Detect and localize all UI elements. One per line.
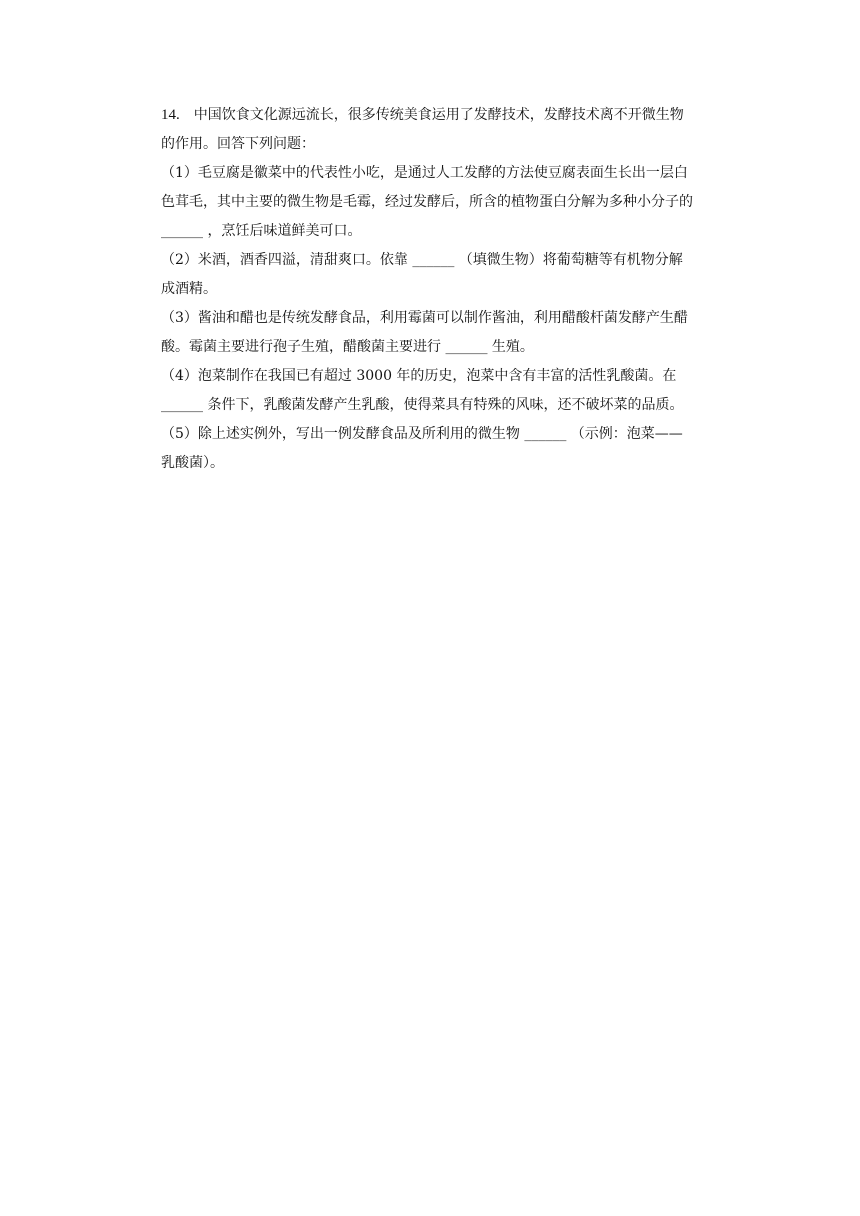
part-3-line-2: 酸。霉菌主要进行孢子生殖，醋酸菌主要进行 ______ 生殖。 [161, 339, 534, 355]
part-5-line-1: （5）除上述实例外，写出一例发酵食品及所利用的微生物 ______ （示例：泡菜—— [161, 426, 683, 442]
part-5-line-2: 乳酸菌）。 [161, 455, 224, 471]
part-2-line-2: 成酒精。 [161, 281, 217, 297]
part-1-line-3: ______ ，烹饪后味道鲜美可口。 [161, 223, 362, 239]
part-3-line-1: （3）酱油和醋也是传统发酵食品，利用霉菌可以制作酱油，利用醋酸杆菌发酵产生醋 [161, 310, 688, 326]
part-2-line-1: （2）米酒，酒香四溢，清甜爽口。依靠 ______ （填微生物）将葡萄糖等有机物分解 [161, 252, 683, 268]
part-4-line-1: （4）泡菜制作在我国已有超过 3000 年的历史，泡菜中含有丰富的活性乳酸菌。在 [161, 368, 677, 384]
question-14 [161, 101, 733, 478]
question-intro-line-1 [161, 101, 733, 130]
question-intro-text-1: 中国饮食文化源远流长，很多传统美食运用了发酵技术，发酵技术离不开微生物 [193, 107, 684, 123]
part-1-line-1: （1）毛豆腐是徽菜中的代表性小吃，是通过人工发酵的方法使豆腐表面生长出一层白 [161, 165, 688, 181]
part-4-line-2: ______ 条件下，乳酸菌发酵产生乳酸，使得菜具有特殊的风味，还不破坏菜的品质。 [161, 397, 684, 413]
question-intro-line-2: 的作用。回答下列问题： [161, 136, 315, 152]
question-number: 14. [161, 107, 180, 123]
part-1-line-2: 色茸毛，其中主要的微生物是毛霉，经过发酵后，所含的植物蛋白分解为多种小分子的 [161, 194, 693, 210]
